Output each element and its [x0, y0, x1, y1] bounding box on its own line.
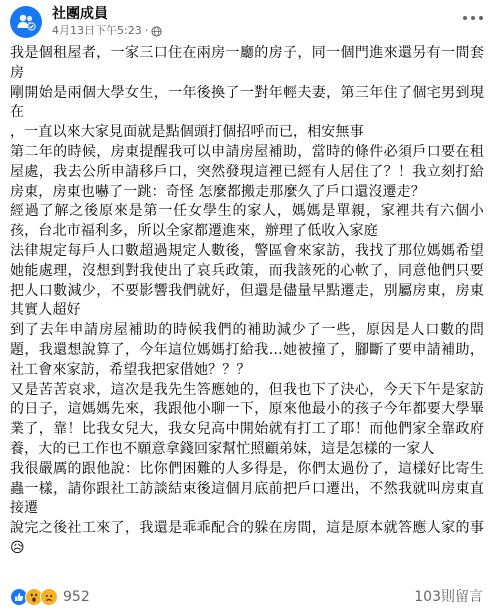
group-member-icon: [16, 12, 36, 32]
post-paragraph: 說完之後社工來了，我還是乖乖配合的躲在房間，這是原本就答應人家的事😥: [10, 520, 484, 556]
post-header: [10, 6, 485, 40]
post-paragraph: 到了去年申請房屋補助的時候我們的補助減少了一些，原因是人口數的問題，我還想說算了，今年這位媽媽打給我…她被撞了，腳斷了要申請補助，社工會來家訪，希望我把家借她？？？: [10, 322, 484, 378]
post-paragraph: 剛開始是兩個大學女生，一年後換了一對年輕夫妻，第三年住了個宅男到現在: [10, 84, 484, 121]
post-footer: [10, 588, 485, 608]
reaction-count: 952: [63, 589, 90, 605]
post-paragraph: 法律規定每戶人口數超過規定人數後，警區會來家訪，我找了那位媽媽希望她能處理，沒想到對我使出了哀兵政策，而我該死的心軟了，同意他們只要把人口數減少，不要影響我們就好，但還是儘量早點遷走，別屬房東，房東其實人超好: [10, 242, 484, 319]
post-author[interactable]: 社團成員: [52, 6, 108, 22]
sad-icon: [40, 588, 58, 606]
post-paragraph: 我是個租屋者，一家三口住在兩房一廳的房子，同一個門進來還另有一間套房: [10, 45, 484, 81]
more-dot: [479, 16, 483, 20]
post-body: [10, 44, 484, 559]
more-dot: [471, 16, 475, 20]
group-member-avatar[interactable]: [10, 6, 42, 38]
reaction-summary[interactable]: [10, 588, 90, 606]
more-dot: [463, 16, 467, 20]
post-paragraph: ，一直以來大家見面就是點個頭打個招呼而已，相安無事: [10, 124, 364, 141]
comment-count[interactable]: 103則留言: [414, 589, 483, 605]
ellipsis-icon[interactable]: [463, 10, 483, 26]
post-paragraph: 又是苦苦哀求，這次是我先生答應她的，但我也下了決心，今天下午是家訪的日子，這媽媽先來，我跟他小聊一下，原來他最小的孩子今年都要大學畢業了，靠！比我女兒大，我女兒高中開始就有打工了耶！而他們家全靠政府養，大的已工作也不願意拿錢回家幫忙照顧弟妹，這是怎樣的一家人: [10, 381, 484, 457]
post-meta: [52, 24, 162, 38]
post-paragraph: 經過了解之後原來是第一任女學生的家人，媽媽是單親，家裡共有六個小孩，台北市福利多，所以全家都遷進來，辦理了低收入家庭: [10, 203, 484, 240]
globe-icon: [151, 26, 162, 37]
post-timestamp[interactable]: 4月13日下午5:23: [52, 24, 142, 37]
meta-separator: ·: [144, 24, 149, 37]
post-paragraph: 第二年的時候，房東提醒我可以申請房屋補助，當時的條件必須戶口要在租屋處，我去公所申請移戶口，突然發現這裡已經有人居住了？！我立刻打給房東，房東也嚇了一跳：奇怪 怎麼都搬走那麼久了戶口還沒遷走？: [10, 143, 484, 200]
post-paragraph: 我很嚴厲的跟他說：比你們困難的人多得是，你們太過份了，這樣好比寄生蟲一樣，請你跟社工訪談結束後這個月底前把戶口遷出，不然我就叫房東直接遷: [10, 460, 484, 517]
